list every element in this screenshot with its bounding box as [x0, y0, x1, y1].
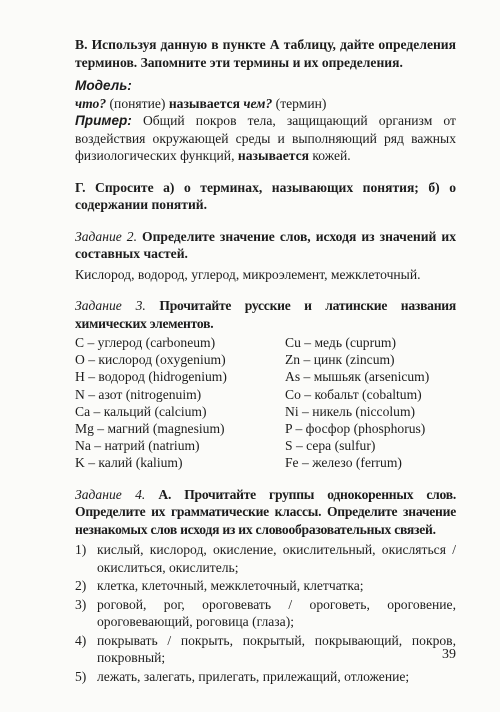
element-left-8: K – калий (kalium): [75, 455, 183, 471]
element-right-6: P – фосфор (phosphorus): [285, 421, 426, 437]
example-text-2: кожей.: [308, 148, 351, 163]
model-question-2: чем?: [239, 95, 273, 111]
model-verb: называется: [168, 95, 240, 111]
element-right-7: S – сера (sulfur): [285, 438, 376, 454]
example-bold-verb: называется: [237, 148, 309, 163]
task-4-label: Задание 4.: [75, 486, 146, 502]
list-item-text: кислый, кислород, окисление, окислительный, окисляться / окислиться, окислитель;: [97, 542, 456, 575]
element-right-8: Fe – железо (ferrum): [285, 455, 402, 471]
element-right-5: Ni – никель (niccolum): [285, 403, 416, 419]
element-left-1: C – углерод (carboneum): [75, 335, 216, 350]
list-item: [75, 632, 456, 667]
section-g-heading: Г. Спросите а) о терминах, называющих понятия; б) о содержании понятий.: [75, 179, 456, 212]
model-text-2: (термин): [272, 95, 327, 111]
section-b-heading: В. Используя данную в пункте А таблицу, дайте определения терминов. Запомните эти термины и их определения.: [75, 37, 456, 70]
model-question-1: что?: [75, 95, 107, 111]
task-3-heading: [75, 297, 456, 332]
task-2-heading: [75, 228, 456, 263]
element-left-7: Na – натрий (natrium): [75, 438, 200, 454]
task-4-heading: [75, 486, 456, 539]
list-item-text: лежать, залегать, прилегать, прилежащий, отложение;: [97, 668, 410, 684]
list-item-number: 4): [75, 632, 87, 648]
element-right-4: Co – кобальт (cobaltum): [285, 386, 422, 402]
list-item: [75, 596, 456, 631]
element-left-5: Ca – кальций (calcium): [75, 403, 207, 419]
element-right-1: Cu – медь (cuprum): [285, 335, 397, 350]
element-right-3: As – мышьяк (arsenicum): [285, 369, 430, 385]
list-item-text: клетка, клеточный, межклеточный, клетчатка;: [97, 578, 364, 594]
task-2-label: Задание 2.: [75, 228, 137, 244]
list-item-number: 3): [75, 596, 87, 612]
example-label: Пример:: [75, 113, 132, 128]
list-item-number: 5): [75, 668, 87, 684]
model-text-1: (понятие): [106, 95, 169, 111]
list-item-number: 2): [75, 578, 87, 594]
list-item-text: роговой, рог, ороговевать / ороговеть, ороговение, ороговевающий, роговица (глаза);: [97, 596, 456, 630]
list-item: [75, 541, 456, 576]
element-left-3: H – водород (hidrogenium): [75, 369, 227, 385]
list-item: [75, 577, 456, 595]
task-3-instruction: Прочитайте русские и латинские названия химических элементов.: [75, 298, 456, 331]
element-left-6: Mg – магний (magnesium): [75, 421, 225, 437]
example-paragraph: [75, 112, 456, 165]
element-right-2: Zn – цинк (zincum): [285, 352, 395, 368]
task-2-words: Кислород, водород, углерод, микроэлемент, межклеточный.: [75, 266, 421, 282]
task-2-instruction: Определите значение слов, исходя из значений их составных частей.: [75, 228, 456, 261]
list-item-text: покрывать / покрыть, покрытый, покрывающий, покров, покровный;: [97, 632, 456, 666]
word-groups-list: [75, 541, 456, 685]
model-label: Модель:: [75, 78, 132, 93]
model-line: [75, 95, 456, 113]
example-text-1: Общий покров тела, защищающий организм от воздействия окружающей среды и выполняющий ряд важных физиологических функций,: [75, 113, 456, 163]
list-item-number: 1): [75, 542, 87, 558]
task-3-label: Задание 3.: [75, 298, 146, 313]
element-left-2: O – кислород (oxygenium): [75, 352, 226, 368]
elements-table: [75, 334, 456, 472]
list-item: [75, 668, 456, 686]
element-left-4: N – азот (nitrogenuim): [75, 386, 202, 402]
task-4-instruction: А. Прочитайте группы однокоренных слов. Определите их грамматические классы. Определите значение незнакомых слов исходя из их словообразовательных связей.: [75, 486, 456, 537]
page-number: 39: [442, 647, 456, 662]
